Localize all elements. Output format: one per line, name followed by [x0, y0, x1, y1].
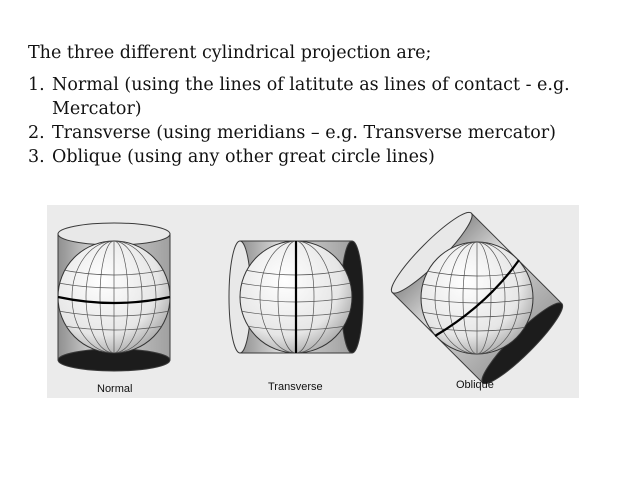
globe — [421, 242, 533, 354]
caption-normal: Normal — [97, 383, 133, 395]
projection-list — [28, 73, 612, 169]
list-text: Normal (using the lines of latitute as lines of contact - e.g. Mercator) — [52, 75, 570, 119]
list-item-normal — [28, 73, 612, 121]
globe — [58, 241, 170, 353]
list-text: Oblique (using any other great circle lines) — [52, 147, 435, 167]
list-item-oblique — [28, 145, 612, 169]
list-text: Transverse (using meridians – e.g. Transverse mercator) — [52, 123, 557, 143]
intro-text: The three different cylindrical projection are; — [28, 43, 432, 63]
list-number: 2. — [28, 123, 45, 143]
caption-transverse: Transverse — [268, 381, 323, 393]
caption-oblique: Oblique — [456, 379, 494, 391]
projection-figure — [47, 205, 579, 398]
list-number: 1. — [28, 75, 45, 95]
list-item-transverse — [28, 121, 612, 145]
globe — [240, 241, 352, 353]
list-number: 3. — [28, 147, 45, 167]
